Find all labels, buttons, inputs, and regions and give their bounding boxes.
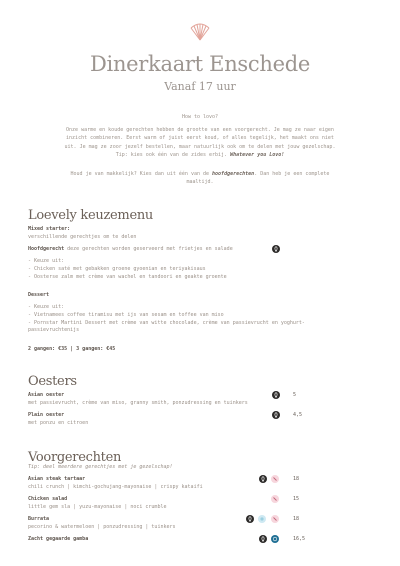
menu-item-desc: met ponzu en citroen (28, 420, 89, 426)
section-title-keuzemenu: Loevely keuzemenu (28, 208, 153, 223)
intro-paragraph-2: Houd je van makkelijk? Kies dan uit één van de hoofdgerechten. Dan heb je een complete maaltijd. (70, 171, 330, 186)
menu-item-desc: chili crunch | kimchi-gochujang-mayonaise | crispy kataifi (28, 484, 203, 490)
menu-item-name: Plain oester (28, 412, 65, 418)
leaf-icon (259, 535, 267, 543)
fish-icon (258, 515, 266, 523)
menu-item-price: 15 (293, 496, 300, 502)
pepper-icon (271, 475, 279, 483)
menu-item-desc: little gem sla | yuzu-mayonaise | noci crumble (28, 504, 167, 510)
menu-item-name: Burrata (28, 516, 50, 522)
shellfish-icon (271, 535, 279, 543)
intro-paragraph: Onze warme en koude gerechten hebben de grootte van een voorgerecht. Je mag ze naar eigen inzicht combineren. Eerst warm of juist eerst koud, of alles tegelijk, het maakt ons niet uit. Je mag ze zoor jezelf bestellen, maar natuurlijk ook om te delen met jouw gezelschap. Tip: kies ook één van de zides erbij. Whatever you Lovo! (64, 127, 336, 159)
menu-item-price: 18 (293, 476, 300, 482)
shell-logo-icon (188, 22, 212, 42)
voorgerechten-tip: Tip: deel meerdere gerechtjes met je gezelschap! (28, 464, 173, 470)
menu-item-price: 5 (293, 392, 297, 398)
dessert-label: Dessert (28, 292, 50, 298)
page-title: Dinerkaart Enschede (90, 52, 310, 76)
pepper-icon (271, 495, 279, 503)
intro-heading: How to lovo? (181, 114, 219, 120)
leaf-icon (272, 411, 280, 419)
menu-item-desc: pecorino & watermeloen | ponzudressing | tuinkers (28, 524, 176, 530)
hoofd-choice: - Oosterse zalm met crème van wachel en tandoori en geakte groente (28, 274, 227, 280)
menu-item-desc: met passievrucht, crème van miso, granny smith, ponzudressing en tuinkers (28, 400, 248, 406)
menu-item-price: 4,5 (293, 412, 303, 418)
section-title-voorgerechten: Voorgerechten (28, 450, 122, 465)
vegetarian-option-icon (272, 245, 280, 253)
page-subtitle: Vanaf 17 uur (164, 80, 236, 93)
hoofdgerecht-line: Hoofdgerecht deze gerechten worden geserveerd met frietjes en salade (28, 246, 233, 252)
dessert-choice: - Vietnamees coffee tiramisu met ijs van sesam en toffee van miso (28, 312, 224, 318)
hoofd-choice: - Chicken saté met gebakken groene gyoenian en teriyakisaus (28, 266, 206, 272)
dessert-choice: - Keuze uit: (28, 304, 65, 310)
leaf-icon (246, 515, 254, 523)
menu-item-name: Asian steak tartaar (28, 476, 86, 482)
menu-prices: 2 gangen: €35 | 3 gangen: €45 (28, 346, 116, 352)
menu-item-name: Zacht gegaarde gamba (28, 536, 89, 542)
starter-label: Mixed starter: (28, 226, 71, 232)
hoofd-choice: - Keuze uit: (28, 258, 65, 264)
pepper-icon (271, 515, 279, 523)
menu-item-name: Asian oester (28, 392, 65, 398)
leaf-icon (259, 475, 267, 483)
starter-desc: verschillende gerechtjes om te delen (28, 234, 137, 240)
menu-item-price: 16,5 (293, 536, 306, 542)
leaf-icon (272, 391, 280, 399)
menu-item-price: 18 (293, 516, 300, 522)
section-title-oesters: Oesters (28, 374, 77, 389)
dessert-choice: - Pornstar Martini Dessert met crème van witte chocolade, crème van passievrucht en yoghurt-passievruchtenijs (28, 320, 305, 333)
menu-item-name: Chicken salad (28, 496, 68, 502)
